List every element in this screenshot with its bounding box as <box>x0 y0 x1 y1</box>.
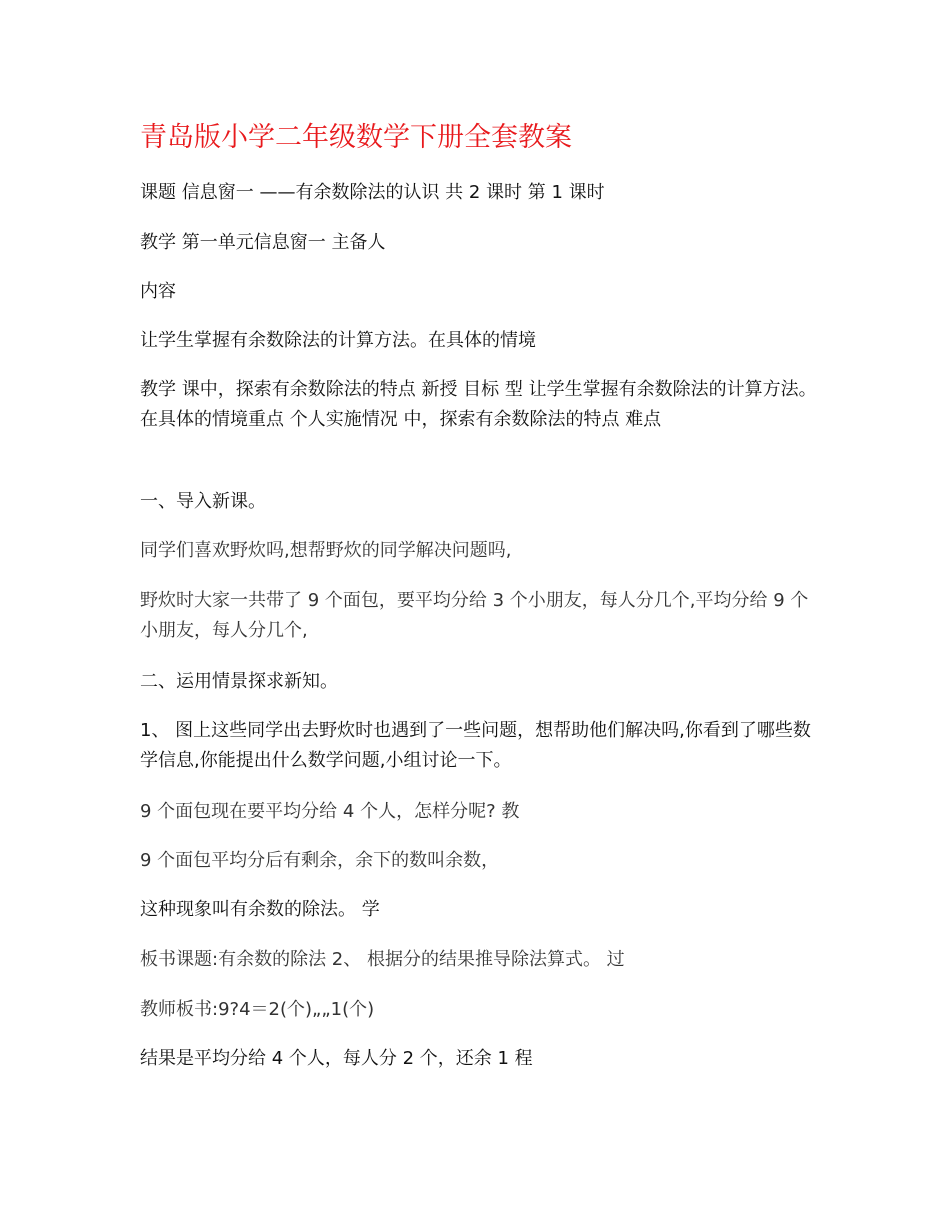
lesson-topic-line: 课题 信息窗一 ——有余数除法的认识 共 2 课时 第 1 课时 <box>140 182 605 203</box>
objective-line: 让学生掌握有余数除法的计算方法。在具体的情境 <box>140 330 536 351</box>
teaching-unit-line: 教学 第一单元信息窗一 主备人 <box>140 232 386 253</box>
intro-question-line: 同学们喜欢野炊吗,想帮野炊的同学解决问题吗, <box>140 540 512 561</box>
intro-problem-paragraph: 野炊时大家一共带了 9 个面包，要平均分给 3 个小朋友，每人分几个,平均分给 9 个小朋友，每人分几个, <box>140 590 809 641</box>
bread-question-line: 9 个面包现在要平均分给 4 个人，怎样分呢? 教 <box>140 801 520 822</box>
remainder-division-line: 这种现象叫有余数的除法。 学 <box>140 899 380 920</box>
remainder-definition-line: 9 个面包平均分后有剩余，余下的数叫余数， <box>140 850 500 871</box>
section-heading-intro: 一、导入新课。 <box>140 491 266 512</box>
result-line: 结果是平均分给 4 个人，每人分 2 个，还余 1 程 <box>140 1048 533 1069</box>
teaching-objective-paragraph: 教学 课中，探索有余数除法的特点 新授 目标 型 让学生掌握有余数除法的计算方法。在具体的情境重点 个人实施情况 中，探索有余数除法的特点 难点 <box>140 379 817 430</box>
document-title: 青岛版小学二年级数学下册全套教案 <box>140 122 572 153</box>
section-heading-explore: 二、运用情景探求新知。 <box>140 671 338 692</box>
board-topic-line: 板书课题:有余数的除法 2、 根据分的结果推导除法算式。 过 <box>140 949 625 970</box>
content-label: 内容 <box>140 281 176 302</box>
board-equation-line: 教师板书:9?4＝2(个)„„1(个) <box>140 999 375 1020</box>
explore-step-one-paragraph: 1、 图上这些同学出去野炊时也遇到了一些问题，想帮助他们解决吗,你看到了哪些数学信息,你能提出什么数学问题,小组讨论一下。 <box>140 720 811 771</box>
